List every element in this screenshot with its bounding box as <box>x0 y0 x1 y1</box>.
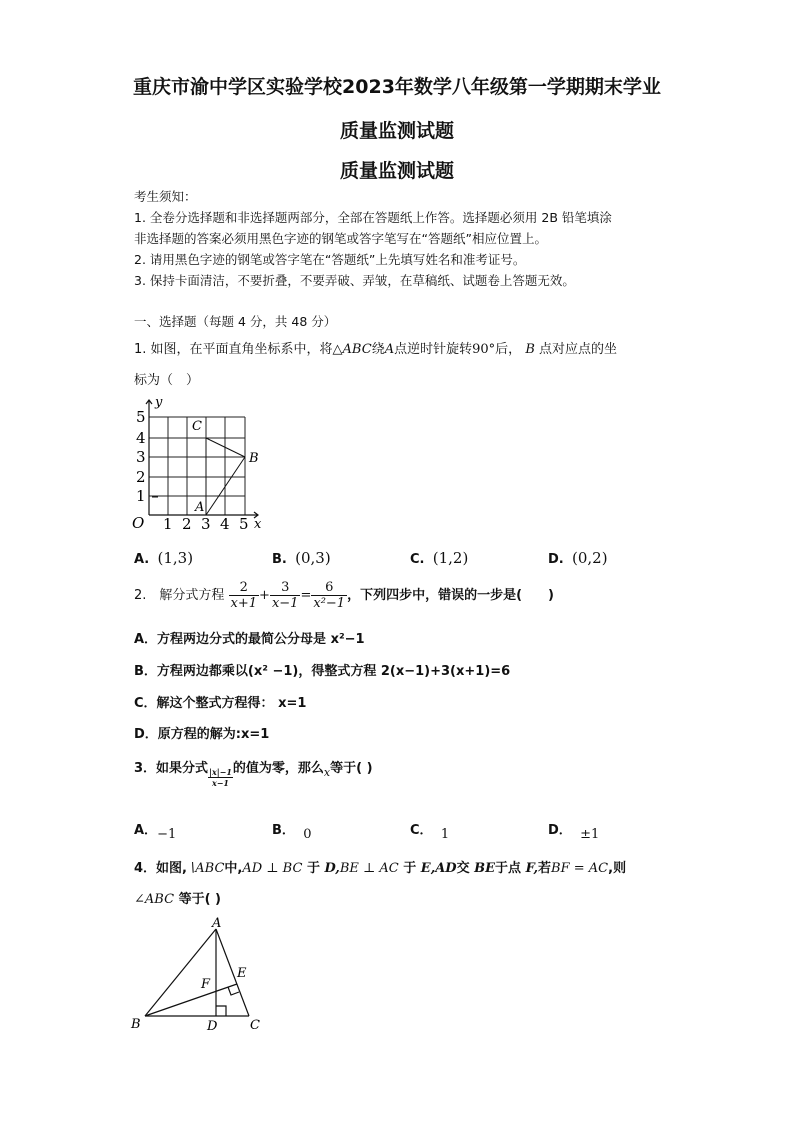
q1-text: 1. 如图，在平面直角坐标系中，将 <box>134 342 333 357</box>
denominator: x²−1 <box>313 596 346 611</box>
option-value: (1,2) <box>432 549 469 567</box>
option-value: (1,3) <box>157 549 194 567</box>
denominator: x+1 <box>230 596 258 611</box>
q1-stem-line-1 <box>134 338 617 357</box>
q2-equals: = <box>300 588 312 603</box>
section-heading: 一、选择题（每题 4 分，共 48 分） <box>134 314 337 329</box>
q3-option-a[interactable] <box>134 819 177 842</box>
q4-text: 若 <box>538 861 552 876</box>
q4-angle: ∠ABC <box>134 892 175 907</box>
title-line-1: 重庆市渝中学区实验学校2023年数学八年级第一学期期末学业 <box>133 76 661 98</box>
q4-math: AD ⊥ BC <box>242 861 303 876</box>
q1-x-axis-label: x <box>254 517 262 532</box>
q4-math: BF = AC <box>551 861 609 876</box>
q4-math: BE ⊥ AC <box>339 861 399 876</box>
q4-text: 4．如图, <box>134 861 187 876</box>
numerator: |x|−1 <box>209 767 232 777</box>
option-label: D． <box>548 823 572 838</box>
q3-stem <box>134 757 373 788</box>
q4-text: ,则 <box>608 861 627 876</box>
q1-text: 绕 <box>371 342 385 357</box>
q4-math: F, <box>525 861 539 876</box>
q1-y-tick-5: 5 <box>136 408 146 426</box>
q3-option-c[interactable] <box>410 819 450 842</box>
q4-stem-line-1 <box>134 857 626 876</box>
q1-y-axis-label: y <box>155 395 163 410</box>
q1-label-a: A <box>195 500 205 515</box>
q1-option-b[interactable] <box>272 549 331 567</box>
numerator: 3 <box>270 580 301 596</box>
q2-text: 2. 解分式方程 <box>134 588 225 603</box>
notice-heading: 考生须知： <box>134 189 197 204</box>
q2-option-d[interactable]: D．原方程的解为:x=1 <box>134 727 270 742</box>
q2-fraction-3 <box>311 580 347 611</box>
q1-y-tick-2: 2 <box>136 468 146 486</box>
option-label: A． <box>134 823 158 838</box>
q4-label-d: D <box>207 1019 218 1034</box>
numerator: 6 <box>311 580 347 596</box>
q1-x-tick-4: 4 <box>220 515 230 533</box>
q1-label-b: B <box>249 451 259 466</box>
q1-option-a[interactable] <box>134 549 193 567</box>
option-value: −1 <box>157 827 177 842</box>
q2-fraction-1 <box>229 580 260 611</box>
option-label: B. <box>272 552 287 567</box>
option-value: 1 <box>440 827 450 842</box>
q4-triangle: ∖ABC <box>186 861 225 876</box>
q2-option-a[interactable]: A．方程两边分式的最简公分母是 x²−1 <box>134 632 365 647</box>
option-label: D. <box>548 552 564 567</box>
q1-coordinate-figure <box>130 394 270 534</box>
q4-text: 等于( ) <box>178 892 221 907</box>
q4-math: BE <box>474 861 496 876</box>
q1-x-tick-5: 5 <box>239 515 249 533</box>
q4-triangle-figure <box>128 915 268 1037</box>
notice-item-2: 2. 请用黑色字迹的钢笔或答字笔在“答题纸”上先填写姓名和准考证号。 <box>134 252 526 267</box>
q3-text: 的值为零，那么 <box>232 761 324 776</box>
q1-point-a: A <box>384 342 395 357</box>
q2-stem <box>134 580 554 611</box>
notice-item-1: 1. 全卷分选择题和非选择题两部分，全部在答题纸上作答。选择题必须用 2B 铅笔填涂 <box>134 210 612 225</box>
q3-option-d[interactable] <box>548 819 600 842</box>
q4-text: 中, <box>224 861 243 876</box>
q4-label-f: F <box>201 977 211 992</box>
option-value: (0,3) <box>295 549 331 567</box>
q1-angle: 90° <box>472 342 496 357</box>
option-value: 0 <box>303 827 312 842</box>
q3-option-b[interactable] <box>272 819 312 842</box>
option-label: C. <box>410 552 425 567</box>
q4-label-a: A <box>212 916 222 931</box>
q4-label-e: E <box>237 966 247 981</box>
notice-item-1-cont: 非选择题的答案必须用黑色字迹的钢笔或答字笔写在“答题纸”相应位置上。 <box>134 231 547 246</box>
q1-option-c[interactable] <box>410 549 468 567</box>
q4-text: 于 <box>306 861 320 876</box>
q1-x-tick-1: 1 <box>163 515 173 533</box>
q1-stem-line-2: 标为（ ） <box>134 373 200 388</box>
denominator: x−1 <box>211 778 229 788</box>
q2-option-b[interactable]: B．方程两边都乘以(x² −1)，得整式方程 2(x−1)+3(x+1)=6 <box>134 664 511 679</box>
notice-item-3: 3. 保持卡面清洁，不要折叠，不要弄破、弄皱，在草稿纸、试题卷上答题无效。 <box>134 273 575 288</box>
q4-text: 于 <box>403 861 417 876</box>
option-value: (0,2) <box>572 549 608 567</box>
numerator: 2 <box>229 580 260 596</box>
q4-label-c: C <box>250 1018 260 1033</box>
q1-text: 点对应点的坐 <box>539 342 618 357</box>
q4-stem-line-2 <box>134 888 221 907</box>
q1-label-c: C <box>192 419 202 434</box>
option-label: A. <box>134 552 150 567</box>
q1-y-tick-4: 4 <box>136 429 146 447</box>
q1-origin-label: O <box>132 514 145 532</box>
q3-text: 3．如果分式 <box>134 761 209 776</box>
q2-option-c[interactable]: C．解这个整式方程得： x=1 <box>134 696 307 711</box>
q1-x-tick-3: 3 <box>201 515 211 533</box>
q1-y-tick-1: 1 <box>136 487 146 505</box>
q4-label-b: B <box>131 1017 141 1032</box>
option-label: C． <box>410 823 433 838</box>
q1-x-tick-2: 2 <box>182 515 192 533</box>
q1-text: 点逆时针旋转 <box>394 342 473 357</box>
q3-text: 等于( ) <box>330 761 373 776</box>
q1-y-tick-3: 3 <box>136 448 146 466</box>
q1-triangle: △ABC <box>332 342 372 357</box>
q2-plus: + <box>259 588 270 603</box>
option-label: B． <box>272 823 295 838</box>
q3-fraction <box>208 767 233 788</box>
q3-variable: x <box>323 766 331 779</box>
q1-option-d[interactable] <box>548 549 608 567</box>
title-line-2: 质量监测试题 <box>339 120 454 142</box>
q4-text: 交 <box>456 861 470 876</box>
q1-point-b: B <box>525 342 535 357</box>
title-line-3: 质量监测试题 <box>339 160 454 182</box>
q2-text: ，下列四步中，错误的一步是( ) <box>347 588 554 603</box>
denominator: x−1 <box>271 596 299 611</box>
q4-math: D, <box>324 861 340 876</box>
q4-triangle-lines <box>145 929 249 1016</box>
q4-math: E,AD <box>420 861 457 876</box>
q1-text: 后， <box>495 342 522 357</box>
option-value: ±1 <box>580 827 600 842</box>
q4-text: 于点 <box>495 861 522 876</box>
q2-fraction-2 <box>270 580 301 611</box>
